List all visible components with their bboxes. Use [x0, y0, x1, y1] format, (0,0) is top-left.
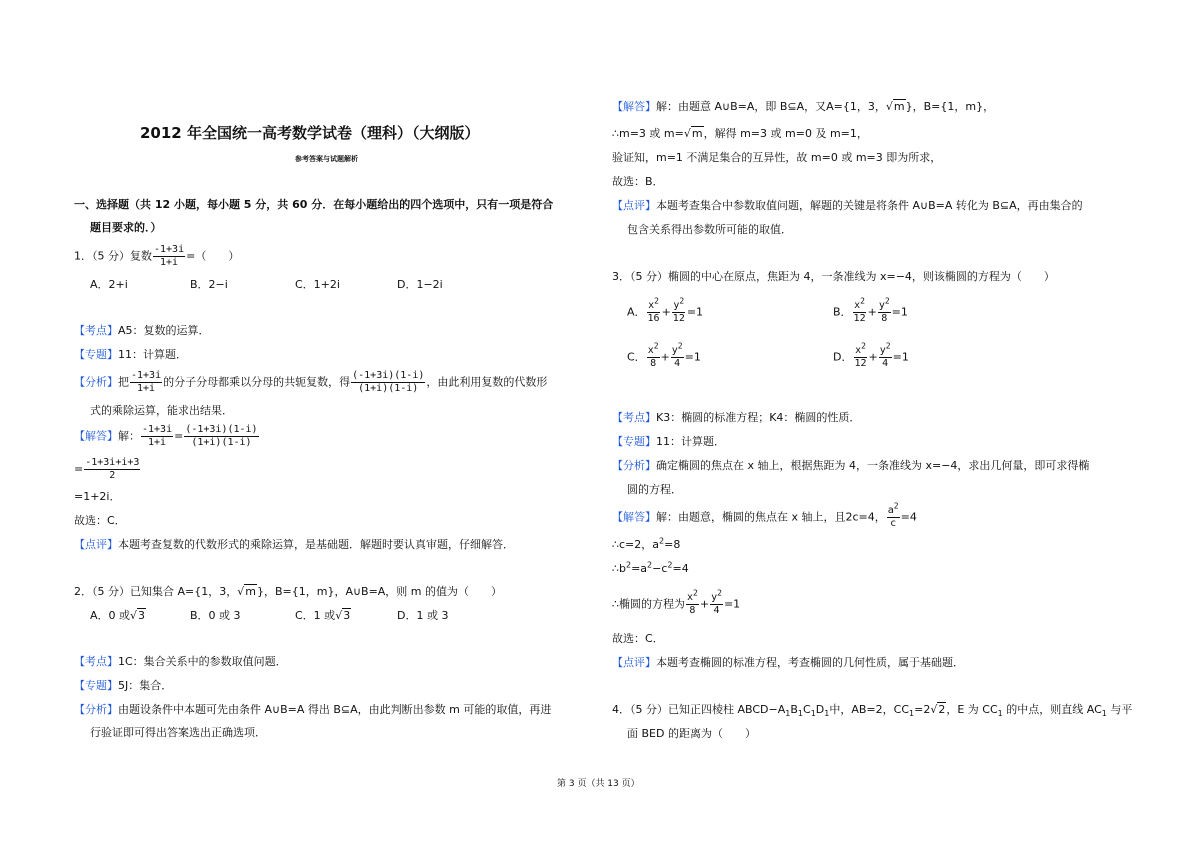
q3-option-d: D． $\frac{x^2}{12}$ + $\frac{y^2}{4}$ =1: [833, 341, 909, 369]
question-2-stem: 2．（5 分）已知集合 A={1，3，√m}，B={1，m}，A∪B=A，则 m 的值为（ ）: [74, 585, 503, 598]
q3-fenxi: 【分析】确定椭圆的焦点在 x 轴上，根据焦距为 4，一条准线为 x=−4，求出几何量，即可求得椭: [612, 459, 1090, 472]
q1-answer: 故选：C．: [74, 514, 126, 527]
q2-jieda-line3: 验证知，m=1 不满足集合的互异性，故 m=0 或 m=3 即为所求，: [612, 151, 942, 164]
q2-jieda: 【解答】解：由题意 A∪B=A，即 B⊆A，又A={1，3，√m}，B={1，m}，: [612, 100, 995, 113]
q1-step3: =1+2i．: [74, 490, 121, 503]
q1-step2: = $\frac{-1+3i+i+3}{2}$: [74, 457, 140, 481]
q3-equation: ∴椭圆的方程为 $\frac{x^2}{8}$ + $\frac{y^2}{4}$ =1: [612, 588, 741, 616]
q3-zhuanti: 【专题】11：计算题．: [612, 435, 725, 448]
q1-fenxi: 【分析】把 $\frac{-1+3i}{1+i}$ 的分子分母都乘以分母的共轭复数，得 $\frac{(-1+3i)(1-i)}{(1+i)(1-i)}$ ，由此利用复数的代数形: [74, 370, 548, 394]
q1-option-c: C．1+2i: [295, 278, 340, 291]
q3-dianping: 【点评】本题考查椭圆的标准方程，考查椭圆的几何性质，属于基础题．: [612, 656, 964, 669]
q3-option-a: A． $\frac{x^2}{16}$ + $\frac{y^2}{12}$ =1: [627, 296, 704, 324]
section-heading: 一、选择题（共 12 小题，每小题 5 分，共 60 分．在每小题给出的四个选项中，只有一项是符合: [74, 198, 554, 211]
q2-dianping: 【点评】本题考查集合中参数取值问题，解题的关键是将条件 A∪B=A 转化为 B⊆A，再由集合的: [612, 199, 1083, 212]
paper-subtitle: 参考答案与试题解析: [295, 155, 358, 163]
q2-option-b: B．0 或 3: [190, 609, 241, 622]
q3-jieda: 【解答】解：由题意，椭圆的焦点在 x 轴上，且2c=4， $\frac{a^2}{c}$ =4: [612, 501, 917, 529]
q3-line-b2: $\therefore b^2=a^2-c^2=4$: [612, 560, 689, 575]
q2-jieda-line2: ∴m=3 或 m=√m，解得 m=3 或 m=0 及 m=1，: [612, 127, 868, 140]
q1-kaodian: 【考点】A5：复数的运算．: [74, 324, 210, 337]
q2-fenxi: 【分析】由题设条件中本题可先由条件 A∪B=A 得出 B⊆A，由此判断出参数 m 可能的取值，再进: [74, 703, 552, 716]
section-heading-cont: 题目要求的．）: [90, 221, 162, 234]
q2-answer: 故选：B．: [612, 175, 664, 188]
q3-line-c2: ∴c=2，$a^2=8$: [612, 536, 681, 551]
question-4-stem: 4．（5 分）已知正四棱柱 $ABCD-A_1B_1C_1D_1$中，AB=2，$CC_1=2√2$，E 为 $CC_1$ 的中点，则直线 $AC_1$ 与平: [612, 703, 1133, 719]
fraction: $\frac{-1+3i}{1+i}$: [154, 244, 185, 268]
q1-option-b: B．2−i: [190, 278, 228, 291]
q2-kaodian: 【考点】1C：集合关系中的参数取值问题．: [74, 655, 287, 668]
q3-fenxi-cont: 圆的方程．: [627, 483, 682, 496]
q1-jieda: 【解答】解： $\frac{-1+3i}{1+i}$ = $\frac{(-1+3i)(1-i)}{(1+i)(1-i)}$: [74, 424, 258, 448]
paper-title: 2012 年全国统一高考数学试卷（理科）（大纲版）: [140, 124, 480, 142]
q2-option-a: A．0 或√3: [90, 609, 146, 622]
q3-option-b: B． $\frac{x^2}{12}$ + $\frac{y^2}{8}$ =1: [833, 296, 908, 324]
q2-dianping-cont: 包含关系得出参数所可能的取值．: [627, 223, 792, 236]
question-3-stem: 3．（5 分）椭圆的中心在原点，焦距为 4，一条准线为 x=−4，则该椭圆的方程为（ ）: [612, 270, 1055, 283]
q1-dianping: 【点评】本题考查复数的代数形式的乘除运算，是基础题．解题时要认真审题，仔细解答．: [74, 538, 514, 551]
page-number: 第 3 页（共 13 页）: [557, 779, 640, 789]
q3-option-c: C． $\frac{x^2}{8}$ + $\frac{y^2}{4}$ =1: [627, 341, 701, 369]
q2-fenxi-cont: 行验证即可得出答案选出正确选项．: [90, 726, 266, 739]
q1-fenxi-cont: 式的乘除运算，能求出结果．: [90, 404, 233, 417]
q1-option-d: D．1−2i: [397, 278, 443, 291]
q1-option-a: A．2+i: [90, 278, 128, 291]
q3-kaodian: 【考点】K3：椭圆的标准方程；K4：椭圆的性质．: [612, 411, 861, 424]
q3-answer: 故选：C．: [612, 632, 664, 645]
q2-option-d: D．1 或 3: [397, 609, 449, 622]
question-1-stem: 1．（5 分）复数 $\frac{-1+3i}{1+i}$ =（ ）: [74, 244, 240, 268]
q2-option-c: C．1 或√3: [295, 609, 351, 622]
q2-zhuanti: 【专题】5J：集合．: [74, 679, 173, 692]
question-4-stem-cont: 面 BED 的距离为（ ）: [627, 727, 756, 740]
q1-zhuanti: 【专题】11：计算题．: [74, 348, 187, 361]
